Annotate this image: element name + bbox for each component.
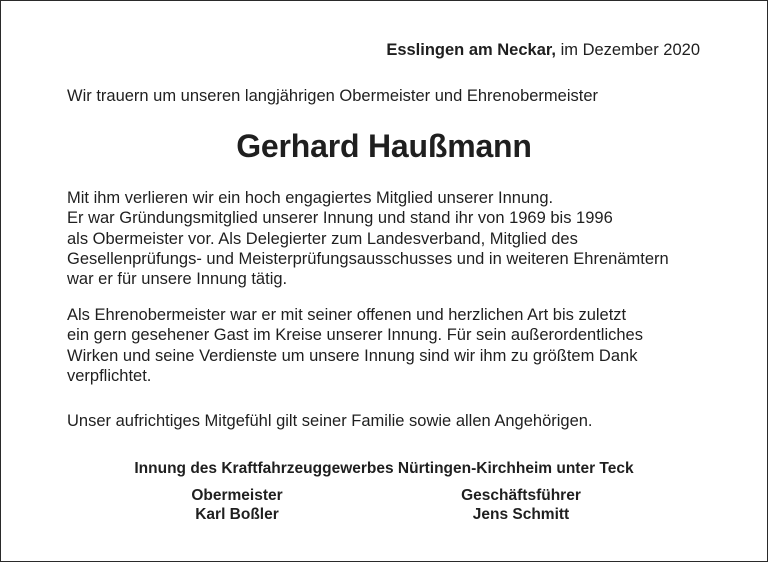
place: Esslingen am Neckar, [386,41,556,59]
paragraph-line: verpflichtet. [67,366,152,385]
paragraph-line: Gesellenprüfungs- und Meisterprüfungsausschusses und in weiteren Ehrenämtern [67,249,669,268]
paragraph-honorary [67,305,727,386]
deceased-name: Gerhard Haußmann [236,128,532,164]
signatory-name: Karl Boßler [195,506,279,523]
paragraph-tribute [67,188,727,289]
signatory-block [137,486,337,524]
signatory-role: Obermeister [191,487,283,504]
paragraph-condolence [67,411,727,431]
paragraph-line: Mit ihm verlieren wir ein hoch engagiertes Mitglied unserer Innung. [67,189,554,207]
paragraph-line: Er war Gründungsmitglied unserer Innung und stand ihr von 1969 bis 1996 [67,209,613,228]
paragraph-line: war er für unsere Innung tätig. [67,270,288,289]
paragraph-line: Unser aufrichtiges Mitgefühl gilt seiner Familie sowie allen Angehörigen. [67,412,593,430]
intro-text: Wir trauern um unseren langjährigen Obermeister und Ehrenobermeister [67,87,599,105]
paragraph-line: Als Ehrenobermeister war er mit seiner offenen und herzlichen Art bis zuletzt [67,306,627,324]
date: im Dezember 2020 [560,41,700,59]
paragraph-line: Wirken und seine Verdienste um unsere Innung sind wir ihm zu größtem Dank [67,346,638,365]
signatory-block [421,486,621,524]
paragraph-line: als Obermeister vor. Als Delegierter zum Landesverband, Mitglied des [67,229,578,248]
organization-name: Innung des Kraftfahrzeuggewerbes Nürtingen-Kirchheim unter Teck [134,460,634,477]
signatory-name: Jens Schmitt [472,506,570,523]
signatory-role: Geschäftsführer [461,487,581,504]
paragraph-line: ein gern gesehener Gast im Kreise unserer Innung. Für sein außerordentliches [67,326,643,345]
place-date-line [386,40,700,60]
